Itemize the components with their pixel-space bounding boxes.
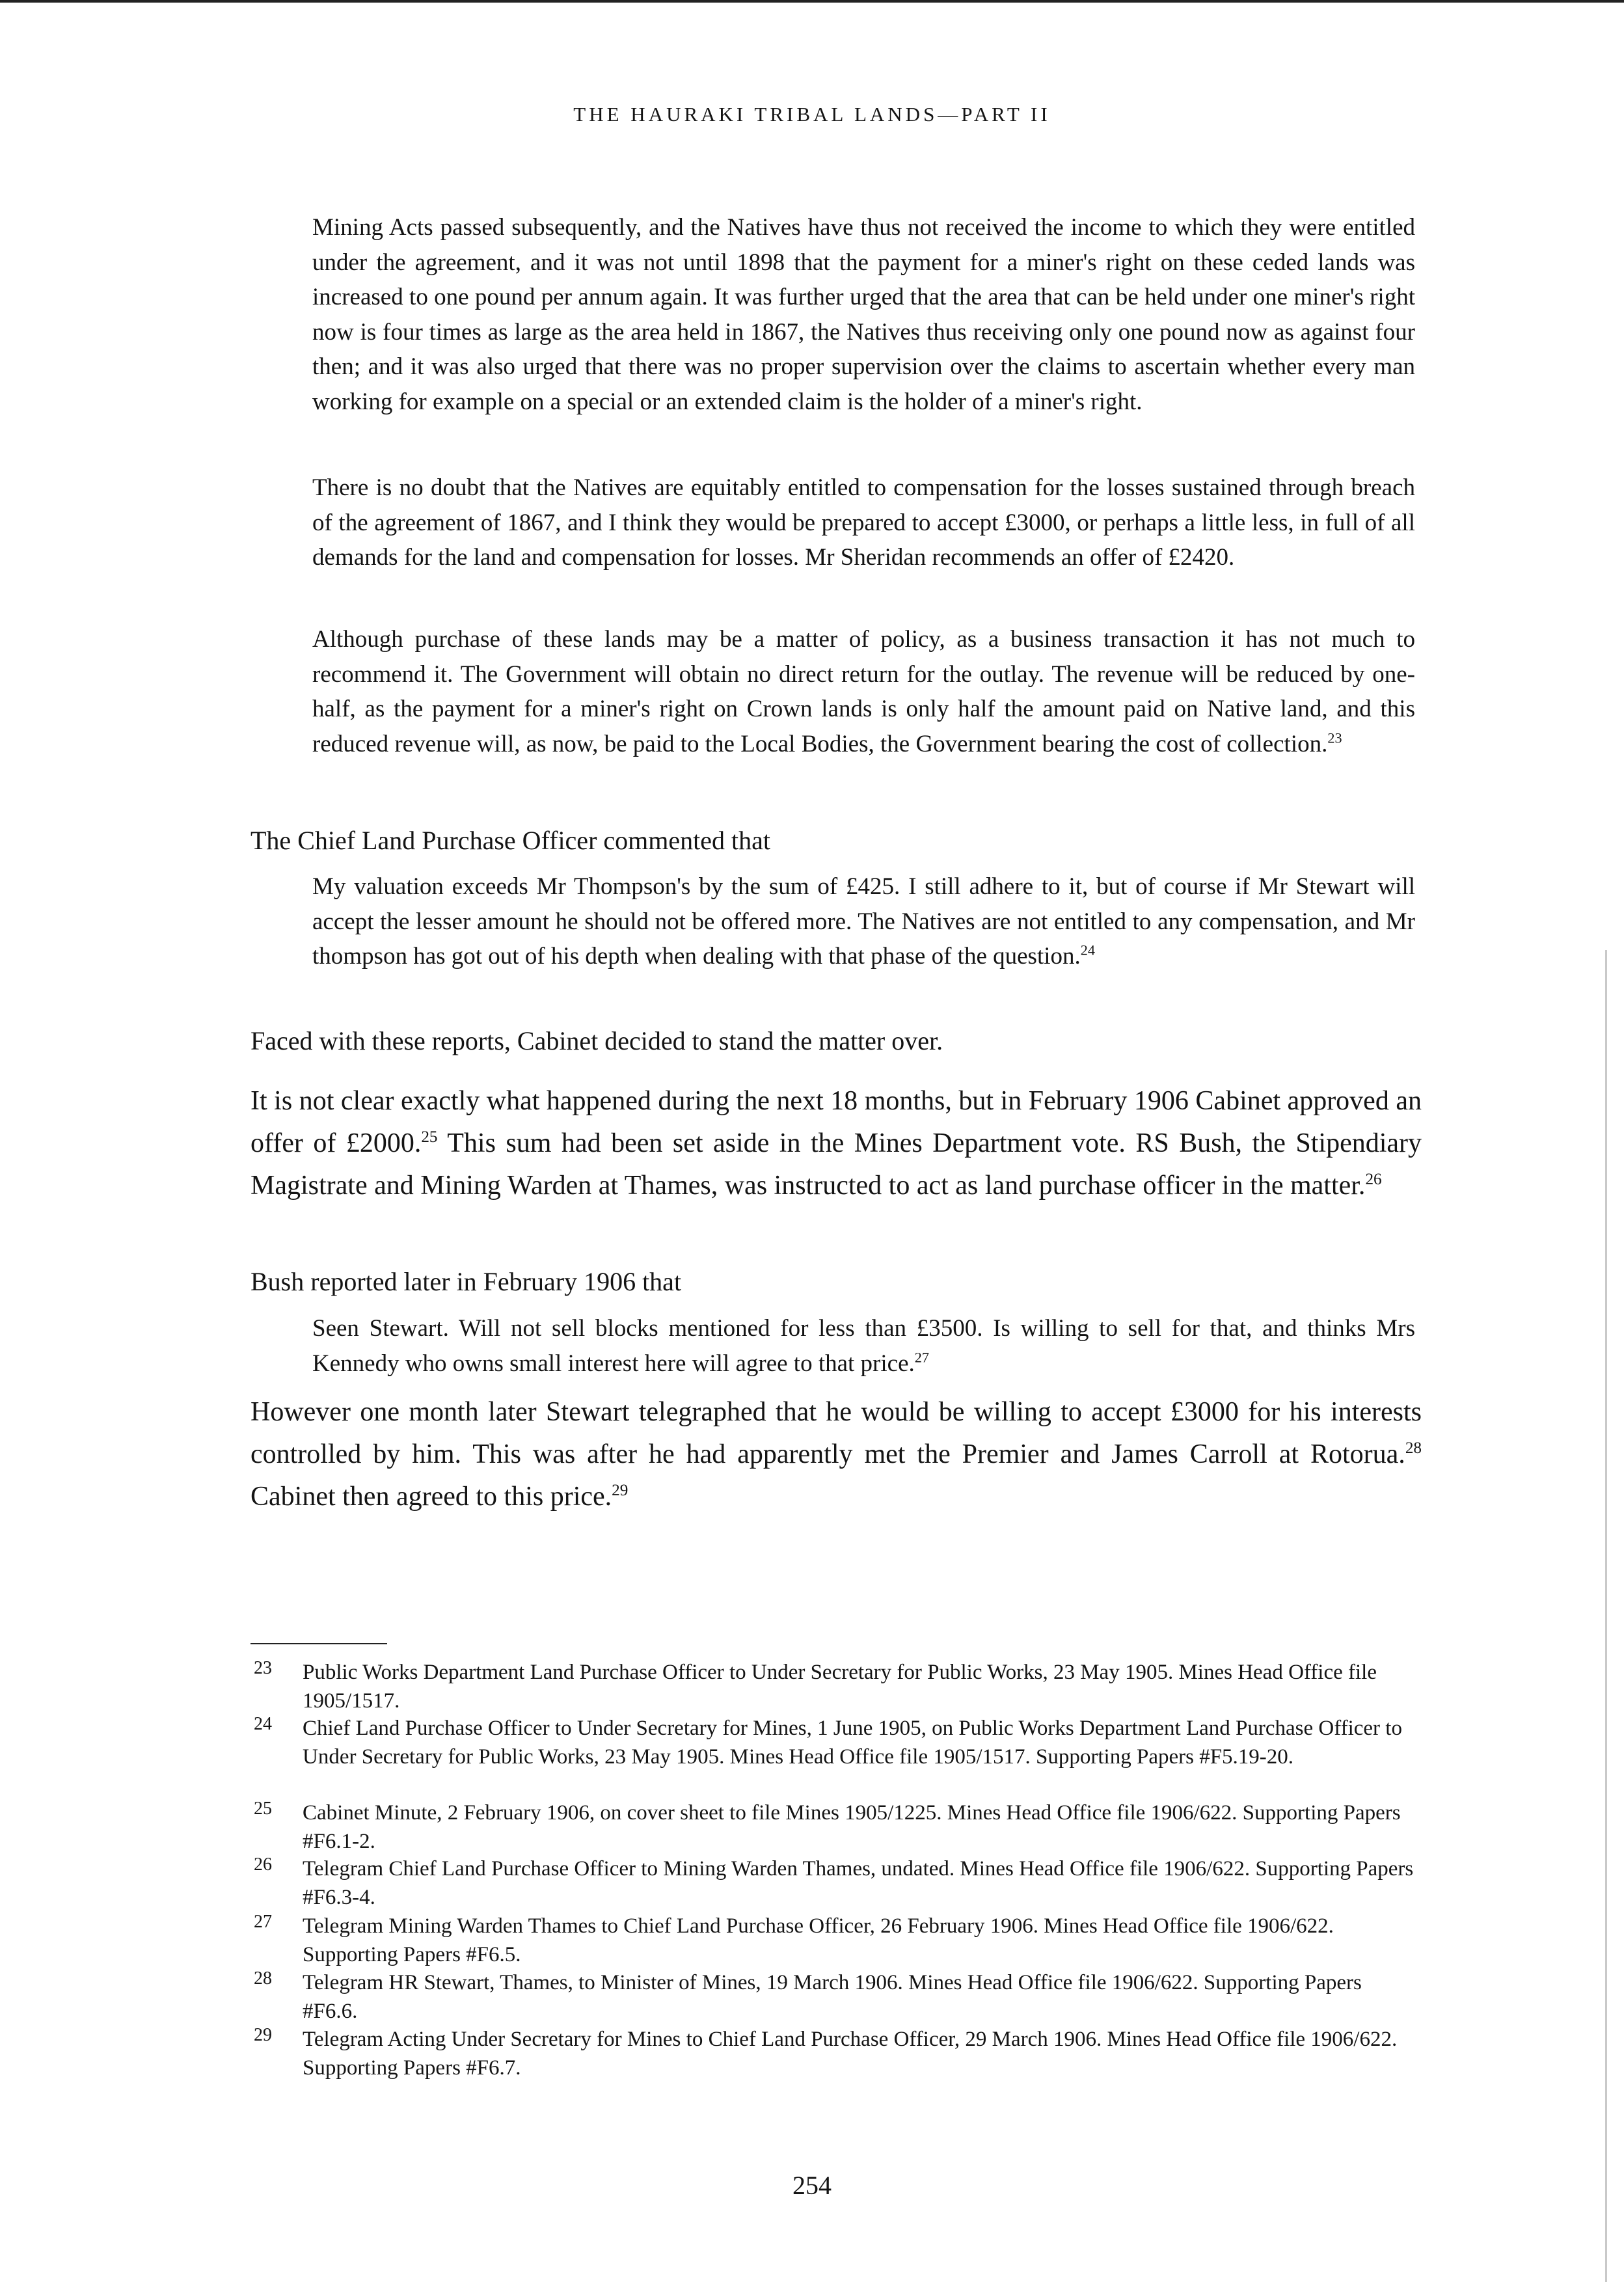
footnote-ref-29: 29 [612,1482,629,1499]
quote1-paragraph3 [312,622,1415,761]
footnote-text: Telegram Mining Warden Thames to Chief Land Purchase Officer, 26 February 1906. Mines Head Office file 1906/622. Supporting Papers #F6.5. [303,1914,1334,1966]
footnote-ref-25: 25 [421,1128,438,1146]
footnote-text: Telegram Chief Land Purchase Officer to Mining Warden Thames, undated. Mines Head Office file 1906/622. Supporting Papers #F6.3-4. [303,1857,1414,1909]
footnote-text: Chief Land Purchase Officer to Under Secretary for Mines, 1 June 1905, on Public Works Department Land Purchase Officer to Under Secretary for Public Works, 23 May 1905. Mines Head Office file 1905/1517. Supporting Papers #F5.19-20. [303,1717,1402,1769]
footnote-ref-27: 27 [914,1349,929,1366]
footnote-number: 28 [254,1968,272,1989]
footnote-ref-24: 24 [1080,942,1095,958]
paragraph-faced-with-reports: Faced with these reports, Cabinet decided to stand the matter over. [250,1026,943,1055]
footnote-ref-23: 23 [1327,729,1342,746]
footnote-number: 26 [254,1854,272,1875]
footnote-number: 27 [254,1912,272,1932]
footnote-number: 24 [254,1714,272,1734]
footnote-text: Telegram HR Stewart, Thames, to Minister of Mines, 19 March 1906. Mines Head Office file 1906/622. Supporting Papers #F6.6. [303,1971,1362,2023]
lead-bush-reported: Bush reported later in February 1906 that [250,1267,682,1296]
paragraph-stewart-telegraphed [250,1391,1422,1518]
paragraph-stewart-telegraphed-text-b: Cabinet then agreed to this price. [250,1482,612,1512]
quote3 [312,1311,1415,1381]
footnote-text: Cabinet Minute, 2 February 1906, on cover sheet to file Mines 1905/1225. Mines Head Office file 1906/622. Supporting Papers #F6.1-2. [303,1801,1401,1853]
quote2-text: My valuation exceeds Mr Thompson's by the sum of £425. I still adhere to it, but of course if Mr Stewart will accept the lesser amount he should not be offered more. The Natives are not entitled to any compensation, and Mr thompson has got out of his depth when dealing with that phase of the question. [312,873,1415,970]
quote1-paragraph1: Mining Acts passed subsequently, and the Natives have thus not received the income to which they were entitled under the agreement, and it was not until 1898 that the payment for a miner's right on these ceded lands was increased to one pound per annum again. It was further urged that the area that can be held under one miner's right now is four times as large as the area held in 1867, the Natives thus receiving only one pound now as against four then; and it was also urged that there was no proper supervision over the claims to ascertain whether every man working for example on a special or an extended claim is the holder of a miner's right. [312,214,1415,415]
paragraph-cabinet-approved-text-b: This sum had been set aside in the Mines Department vote. RS Bush, the Stipendiary Magistrate and Mining Warden at Thames, was instructed to act as land purchase officer in the matter. [250,1128,1422,1201]
quote1-paragraph2: There is no doubt that the Natives are equitably entitled to compensation for the losses sustained through breach of the agreement of 1867, and I think they would be prepared to accept £3000, or perhaps a little less, in full of all demands for the land and compensation for losses. Mr Sheridan recommends an offer of £2420. [312,474,1415,571]
footnote-ref-28: 28 [1405,1439,1422,1457]
running-head: THE HAURAKI TRIBAL LANDS—PART II [573,103,1051,126]
footnote-ref-26: 26 [1365,1171,1382,1188]
paragraph-cabinet-approved [250,1080,1422,1207]
footnote-text: Telegram Acting Under Secretary for Mines to Chief Land Purchase Officer, 29 March 1906. Mines Head Office file 1906/622. Supporting Papers #F6.7. [303,2028,1398,2080]
lead-chief-land-purchase-officer: The Chief Land Purchase Officer commented that [250,826,770,855]
quote2 [312,869,1415,974]
footnote-number: 29 [254,2025,272,2045]
footnote-number: 23 [254,1658,272,1678]
quote3-text: Seen Stewart. Will not sell blocks mentioned for less than £3500. Is willing to sell for that, and thinks Mrs Kennedy who owns small interest here will agree to that price. [312,1315,1415,1377]
footnote-text: Public Works Department Land Purchase Officer to Under Secretary for Public Works, 23 May 1905. Mines Head Office file 1905/1517. [303,1661,1377,1713]
paragraph-cabinet-approved-text-a: It is not clear exactly what happened during the next 18 months, but in February 1906 Cabinet approved an offer of £2000. [250,1086,1422,1158]
footnote-separator [250,1643,387,1644]
quote1-paragraph3-text: Although purchase of these lands may be a matter of policy, as a business transaction it has not much to recommend it. The Government will obtain no direct return for the outlay. The revenue will be reduced by one-half, as the payment for a miner's right on Crown lands is only half the amount paid on Native land, and this reduced revenue will, as now, be paid to the Local Bodies, the Government bearing the cost of collection. [312,626,1415,757]
top-edge-rule [0,0,1624,3]
paragraph-stewart-telegraphed-text-a: However one month later Stewart telegraphed that he would be willing to accept £3000 for his interests controlled by him. This was after he had apparently met the Premier and James Carroll at Rotorua. [250,1397,1422,1469]
right-edge-shadow [1605,950,1607,2282]
page-number: 254 [792,2171,832,2200]
footnote-number: 25 [254,1799,272,1819]
